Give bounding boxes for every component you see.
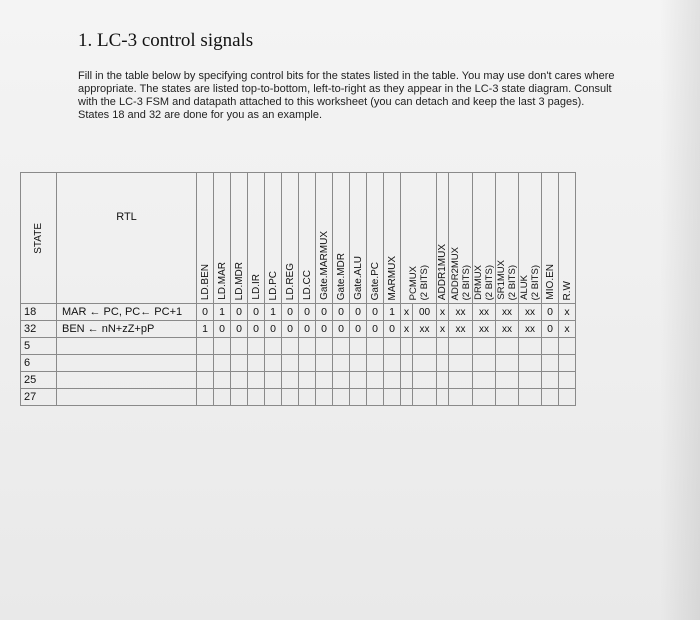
signal-value-cell[interactable]: 0 xyxy=(316,321,333,338)
signal-value-cell[interactable]: x xyxy=(401,304,413,321)
column-header-ld-reg xyxy=(282,173,299,304)
signal-value-cell[interactable] xyxy=(384,355,401,372)
signal-value-cell[interactable] xyxy=(413,338,437,355)
signal-value-cell[interactable] xyxy=(265,338,282,355)
signal-value-cell[interactable]: 0 xyxy=(299,321,316,338)
signal-value-cell[interactable] xyxy=(350,338,367,355)
rtl-header: RTL xyxy=(116,211,137,223)
column-header-sr1mux xyxy=(496,173,519,304)
column-header-aluk xyxy=(519,173,542,304)
signal-value-cell[interactable]: x xyxy=(401,321,413,338)
state-cell: 27 xyxy=(21,389,57,406)
rtl-cell[interactable]: MAR ← PC, PC← PC+1 xyxy=(57,304,197,321)
signal-value-cell[interactable] xyxy=(282,372,299,389)
column-header-drmux xyxy=(473,173,496,304)
signal-value-cell[interactable] xyxy=(248,372,265,389)
signal-value-cell[interactable] xyxy=(214,355,231,372)
signal-value-cell[interactable] xyxy=(367,338,384,355)
column-header-label: MIO.EN xyxy=(544,264,556,300)
signal-value-cell[interactable] xyxy=(333,338,350,355)
signal-value-cell[interactable]: 0 xyxy=(231,321,248,338)
signal-value-cell[interactable] xyxy=(248,338,265,355)
signal-value-cell[interactable] xyxy=(449,389,473,406)
signal-value-cell[interactable]: xx xyxy=(496,321,519,338)
table-row xyxy=(21,372,576,389)
signal-value-cell[interactable] xyxy=(542,355,559,372)
column-header-ld-mar xyxy=(214,173,231,304)
signal-value-cell[interactable] xyxy=(231,372,248,389)
column-header-label: LD.IR xyxy=(250,274,262,300)
signal-value-cell[interactable] xyxy=(413,355,437,372)
control-signals-table xyxy=(20,172,576,406)
signal-value-cell[interactable]: xx xyxy=(496,304,519,321)
signal-value-cell[interactable] xyxy=(367,372,384,389)
state-header-cell xyxy=(21,173,57,304)
signal-value-cell[interactable] xyxy=(519,338,542,355)
signal-value-cell[interactable] xyxy=(496,389,519,406)
signal-value-cell[interactable] xyxy=(384,389,401,406)
signal-value-cell[interactable] xyxy=(559,372,576,389)
signal-value-cell[interactable] xyxy=(299,338,316,355)
signal-value-cell[interactable]: xx xyxy=(449,321,473,338)
column-header-label: LD.CC xyxy=(301,269,313,300)
signal-value-cell[interactable]: 1 xyxy=(384,304,401,321)
signal-value-cell[interactable]: 0 xyxy=(248,304,265,321)
signal-value-cell[interactable] xyxy=(437,372,449,389)
column-header-label: ALUK xyxy=(519,275,530,300)
column-header-label: PCMUX xyxy=(407,265,419,300)
instructions-text: Fill in the table below by specifying control bits for the states listed in the table. You may use don't cares where appropriate. The states are listed top-to-bottom, left-to-right as they appear in the LC-3 state diagram. Consult with the LC-3 FSM and datapath attached to this worksheet (you can detach and keep the last 3 pages). States 18 and 32 are done for you as an example. xyxy=(78,70,615,121)
column-header-addr2mux xyxy=(449,173,473,304)
signal-value-cell[interactable] xyxy=(384,372,401,389)
column-header-ld-mdr xyxy=(231,173,248,304)
signal-value-cell[interactable]: xx xyxy=(449,304,473,321)
state-cell: 5 xyxy=(21,338,57,355)
signal-value-cell[interactable] xyxy=(413,372,437,389)
column-header-label: Gate.PC xyxy=(369,261,381,300)
signal-value-cell[interactable] xyxy=(299,355,316,372)
signal-value-cell[interactable]: xx xyxy=(519,304,542,321)
signal-value-cell[interactable] xyxy=(449,372,473,389)
signal-value-cell[interactable]: xx xyxy=(473,304,496,321)
signal-value-cell[interactable]: 00 xyxy=(413,304,437,321)
signal-value-cell[interactable] xyxy=(248,389,265,406)
signal-value-cell[interactable] xyxy=(559,355,576,372)
rtl-cell[interactable] xyxy=(57,372,197,389)
signal-value-cell[interactable] xyxy=(265,389,282,406)
page-shadow xyxy=(660,0,700,620)
column-header-label: Gate.MDR xyxy=(335,252,347,300)
column-header-label: Gate.ALU xyxy=(352,256,364,300)
signal-value-cell[interactable] xyxy=(384,338,401,355)
signal-value-cell[interactable]: 0 xyxy=(333,321,350,338)
column-header-pcmux xyxy=(401,173,437,304)
column-header-label: (2 BITS) xyxy=(460,264,472,300)
signal-value-cell[interactable] xyxy=(473,372,496,389)
signal-value-cell[interactable] xyxy=(265,372,282,389)
column-header-label: LD.MAR xyxy=(216,262,228,300)
page-title: 1. LC-3 control signals xyxy=(78,30,254,51)
signal-value-cell[interactable]: 0 xyxy=(248,321,265,338)
state-cell: 25 xyxy=(21,372,57,389)
signal-value-cell[interactable]: x xyxy=(559,321,576,338)
column-header-ld-ben xyxy=(197,173,214,304)
signal-value-cell[interactable] xyxy=(282,389,299,406)
state-cell: 18 xyxy=(21,304,57,321)
signal-value-cell[interactable] xyxy=(496,372,519,389)
column-header-label: LD.BEN xyxy=(199,263,211,300)
signal-value-cell[interactable] xyxy=(265,355,282,372)
signal-value-cell[interactable] xyxy=(231,355,248,372)
signal-value-cell[interactable] xyxy=(316,389,333,406)
column-header-label: (2 BITS) xyxy=(418,264,430,300)
column-header-label: Gate.MARMUX xyxy=(318,231,330,300)
signal-value-cell[interactable] xyxy=(401,372,413,389)
signal-value-cell[interactable] xyxy=(542,338,559,355)
signal-value-cell[interactable] xyxy=(473,389,496,406)
signal-value-cell[interactable]: 0 xyxy=(542,321,559,338)
signal-value-cell[interactable]: xx xyxy=(519,321,542,338)
signal-value-cell[interactable] xyxy=(214,338,231,355)
signal-value-cell[interactable] xyxy=(316,355,333,372)
column-header-gate-mdr xyxy=(333,173,350,304)
signal-value-cell[interactable] xyxy=(519,389,542,406)
signal-value-cell[interactable] xyxy=(248,355,265,372)
signal-value-cell[interactable] xyxy=(350,389,367,406)
column-header-ld-pc xyxy=(265,173,282,304)
signal-value-cell[interactable] xyxy=(316,372,333,389)
signal-value-cell[interactable]: 0 xyxy=(350,321,367,338)
column-header-label: LD.PC xyxy=(267,270,279,300)
signal-value-cell[interactable]: x xyxy=(437,304,449,321)
column-header-label: LD.REG xyxy=(284,262,296,300)
signal-value-cell[interactable] xyxy=(449,338,473,355)
table-header-row xyxy=(21,173,576,304)
column-header-gate-pc xyxy=(367,173,384,304)
table-row xyxy=(21,355,576,372)
signal-value-cell[interactable] xyxy=(542,372,559,389)
signal-value-cell[interactable] xyxy=(197,355,214,372)
column-header-addr1mux xyxy=(437,173,449,304)
signal-value-cell[interactable]: 0 xyxy=(231,304,248,321)
signal-value-cell[interactable] xyxy=(473,355,496,372)
signal-value-cell[interactable] xyxy=(299,372,316,389)
signal-value-cell[interactable] xyxy=(333,389,350,406)
signal-value-cell[interactable]: 0 xyxy=(333,304,350,321)
signal-value-cell[interactable]: 0 xyxy=(299,304,316,321)
signal-value-cell[interactable] xyxy=(496,338,519,355)
rtl-cell[interactable]: BEN ← nN+zZ+pP xyxy=(57,321,197,338)
column-header-mio-en xyxy=(542,173,559,304)
signal-value-cell[interactable] xyxy=(401,338,413,355)
column-header-r-w xyxy=(559,173,576,304)
column-header-marmux xyxy=(384,173,401,304)
signal-value-cell[interactable] xyxy=(197,372,214,389)
column-header-label: ADDR1MUX xyxy=(437,243,448,300)
signal-value-cell[interactable]: 0 xyxy=(282,304,299,321)
column-header-label: (2 BITS) xyxy=(484,264,495,300)
signal-value-cell[interactable]: 1 xyxy=(197,321,214,338)
signal-value-cell[interactable] xyxy=(350,372,367,389)
signal-value-cell[interactable] xyxy=(282,355,299,372)
signal-value-cell[interactable] xyxy=(214,389,231,406)
signal-value-cell[interactable]: 0 xyxy=(316,304,333,321)
signal-value-cell[interactable] xyxy=(197,389,214,406)
column-header-label: LD.MDR xyxy=(233,261,245,300)
signal-value-cell[interactable]: 0 xyxy=(542,304,559,321)
signal-value-cell[interactable] xyxy=(299,389,316,406)
signal-value-cell[interactable] xyxy=(559,389,576,406)
signal-value-cell[interactable] xyxy=(519,355,542,372)
column-header-label: R.W xyxy=(561,280,573,300)
signal-value-cell[interactable]: 0 xyxy=(265,321,282,338)
column-header-ld-ir xyxy=(248,173,265,304)
signal-value-cell[interactable] xyxy=(413,389,437,406)
signal-value-cell[interactable] xyxy=(519,372,542,389)
signal-value-cell[interactable]: x xyxy=(559,304,576,321)
signal-value-cell[interactable] xyxy=(367,389,384,406)
signal-value-cell[interactable] xyxy=(333,355,350,372)
rtl-header-cell xyxy=(57,173,197,304)
column-header-gate-marmux xyxy=(316,173,333,304)
signal-value-cell[interactable] xyxy=(559,338,576,355)
signal-value-cell[interactable]: 0 xyxy=(197,304,214,321)
signal-value-cell[interactable]: xx xyxy=(413,321,437,338)
column-header-label: (2 BITS) xyxy=(507,264,518,300)
signal-value-cell[interactable] xyxy=(231,338,248,355)
table-row xyxy=(21,321,576,338)
signal-value-cell[interactable] xyxy=(214,372,231,389)
table-row xyxy=(21,338,576,355)
signal-value-cell[interactable] xyxy=(367,355,384,372)
column-header-gate-alu xyxy=(350,173,367,304)
signal-value-cell[interactable] xyxy=(282,338,299,355)
signal-value-cell[interactable] xyxy=(316,338,333,355)
column-header-label: DRMUX xyxy=(473,265,484,300)
signal-value-cell[interactable] xyxy=(401,389,413,406)
signal-value-cell[interactable] xyxy=(496,355,519,372)
signal-value-cell[interactable]: 0 xyxy=(282,321,299,338)
rtl-cell[interactable] xyxy=(57,355,197,372)
signal-value-cell[interactable] xyxy=(350,355,367,372)
column-header-label: ADDR2MUX xyxy=(449,246,461,300)
signal-value-cell[interactable] xyxy=(437,338,449,355)
state-header: STATE xyxy=(33,223,44,254)
rtl-cell[interactable] xyxy=(57,338,197,355)
state-cell: 32 xyxy=(21,321,57,338)
signal-value-cell[interactable] xyxy=(473,338,496,355)
column-header-label: (2 BITS) xyxy=(530,264,541,300)
signal-value-cell[interactable]: xx xyxy=(473,321,496,338)
signal-value-cell[interactable]: 1 xyxy=(265,304,282,321)
column-header-ld-cc xyxy=(299,173,316,304)
signal-value-cell[interactable] xyxy=(449,355,473,372)
signal-value-cell[interactable]: 0 xyxy=(214,321,231,338)
signal-value-cell[interactable] xyxy=(231,389,248,406)
signal-value-cell[interactable]: 0 xyxy=(350,304,367,321)
signal-value-cell[interactable]: 1 xyxy=(214,304,231,321)
signal-value-cell[interactable] xyxy=(197,338,214,355)
signal-value-cell[interactable]: 0 xyxy=(367,321,384,338)
column-header-label: MARMUX xyxy=(386,255,398,300)
column-header-label: SR1MUX xyxy=(496,260,507,300)
table-row xyxy=(21,304,576,321)
table-row xyxy=(21,389,576,406)
signal-value-cell[interactable] xyxy=(542,389,559,406)
rtl-cell[interactable] xyxy=(57,389,197,406)
signal-value-cell[interactable]: 0 xyxy=(384,321,401,338)
signal-value-cell[interactable] xyxy=(437,355,449,372)
state-cell: 6 xyxy=(21,355,57,372)
signal-value-cell[interactable] xyxy=(437,389,449,406)
signal-value-cell[interactable] xyxy=(333,372,350,389)
signal-value-cell[interactable]: x xyxy=(437,321,449,338)
signal-value-cell[interactable] xyxy=(401,355,413,372)
signal-value-cell[interactable]: 0 xyxy=(367,304,384,321)
